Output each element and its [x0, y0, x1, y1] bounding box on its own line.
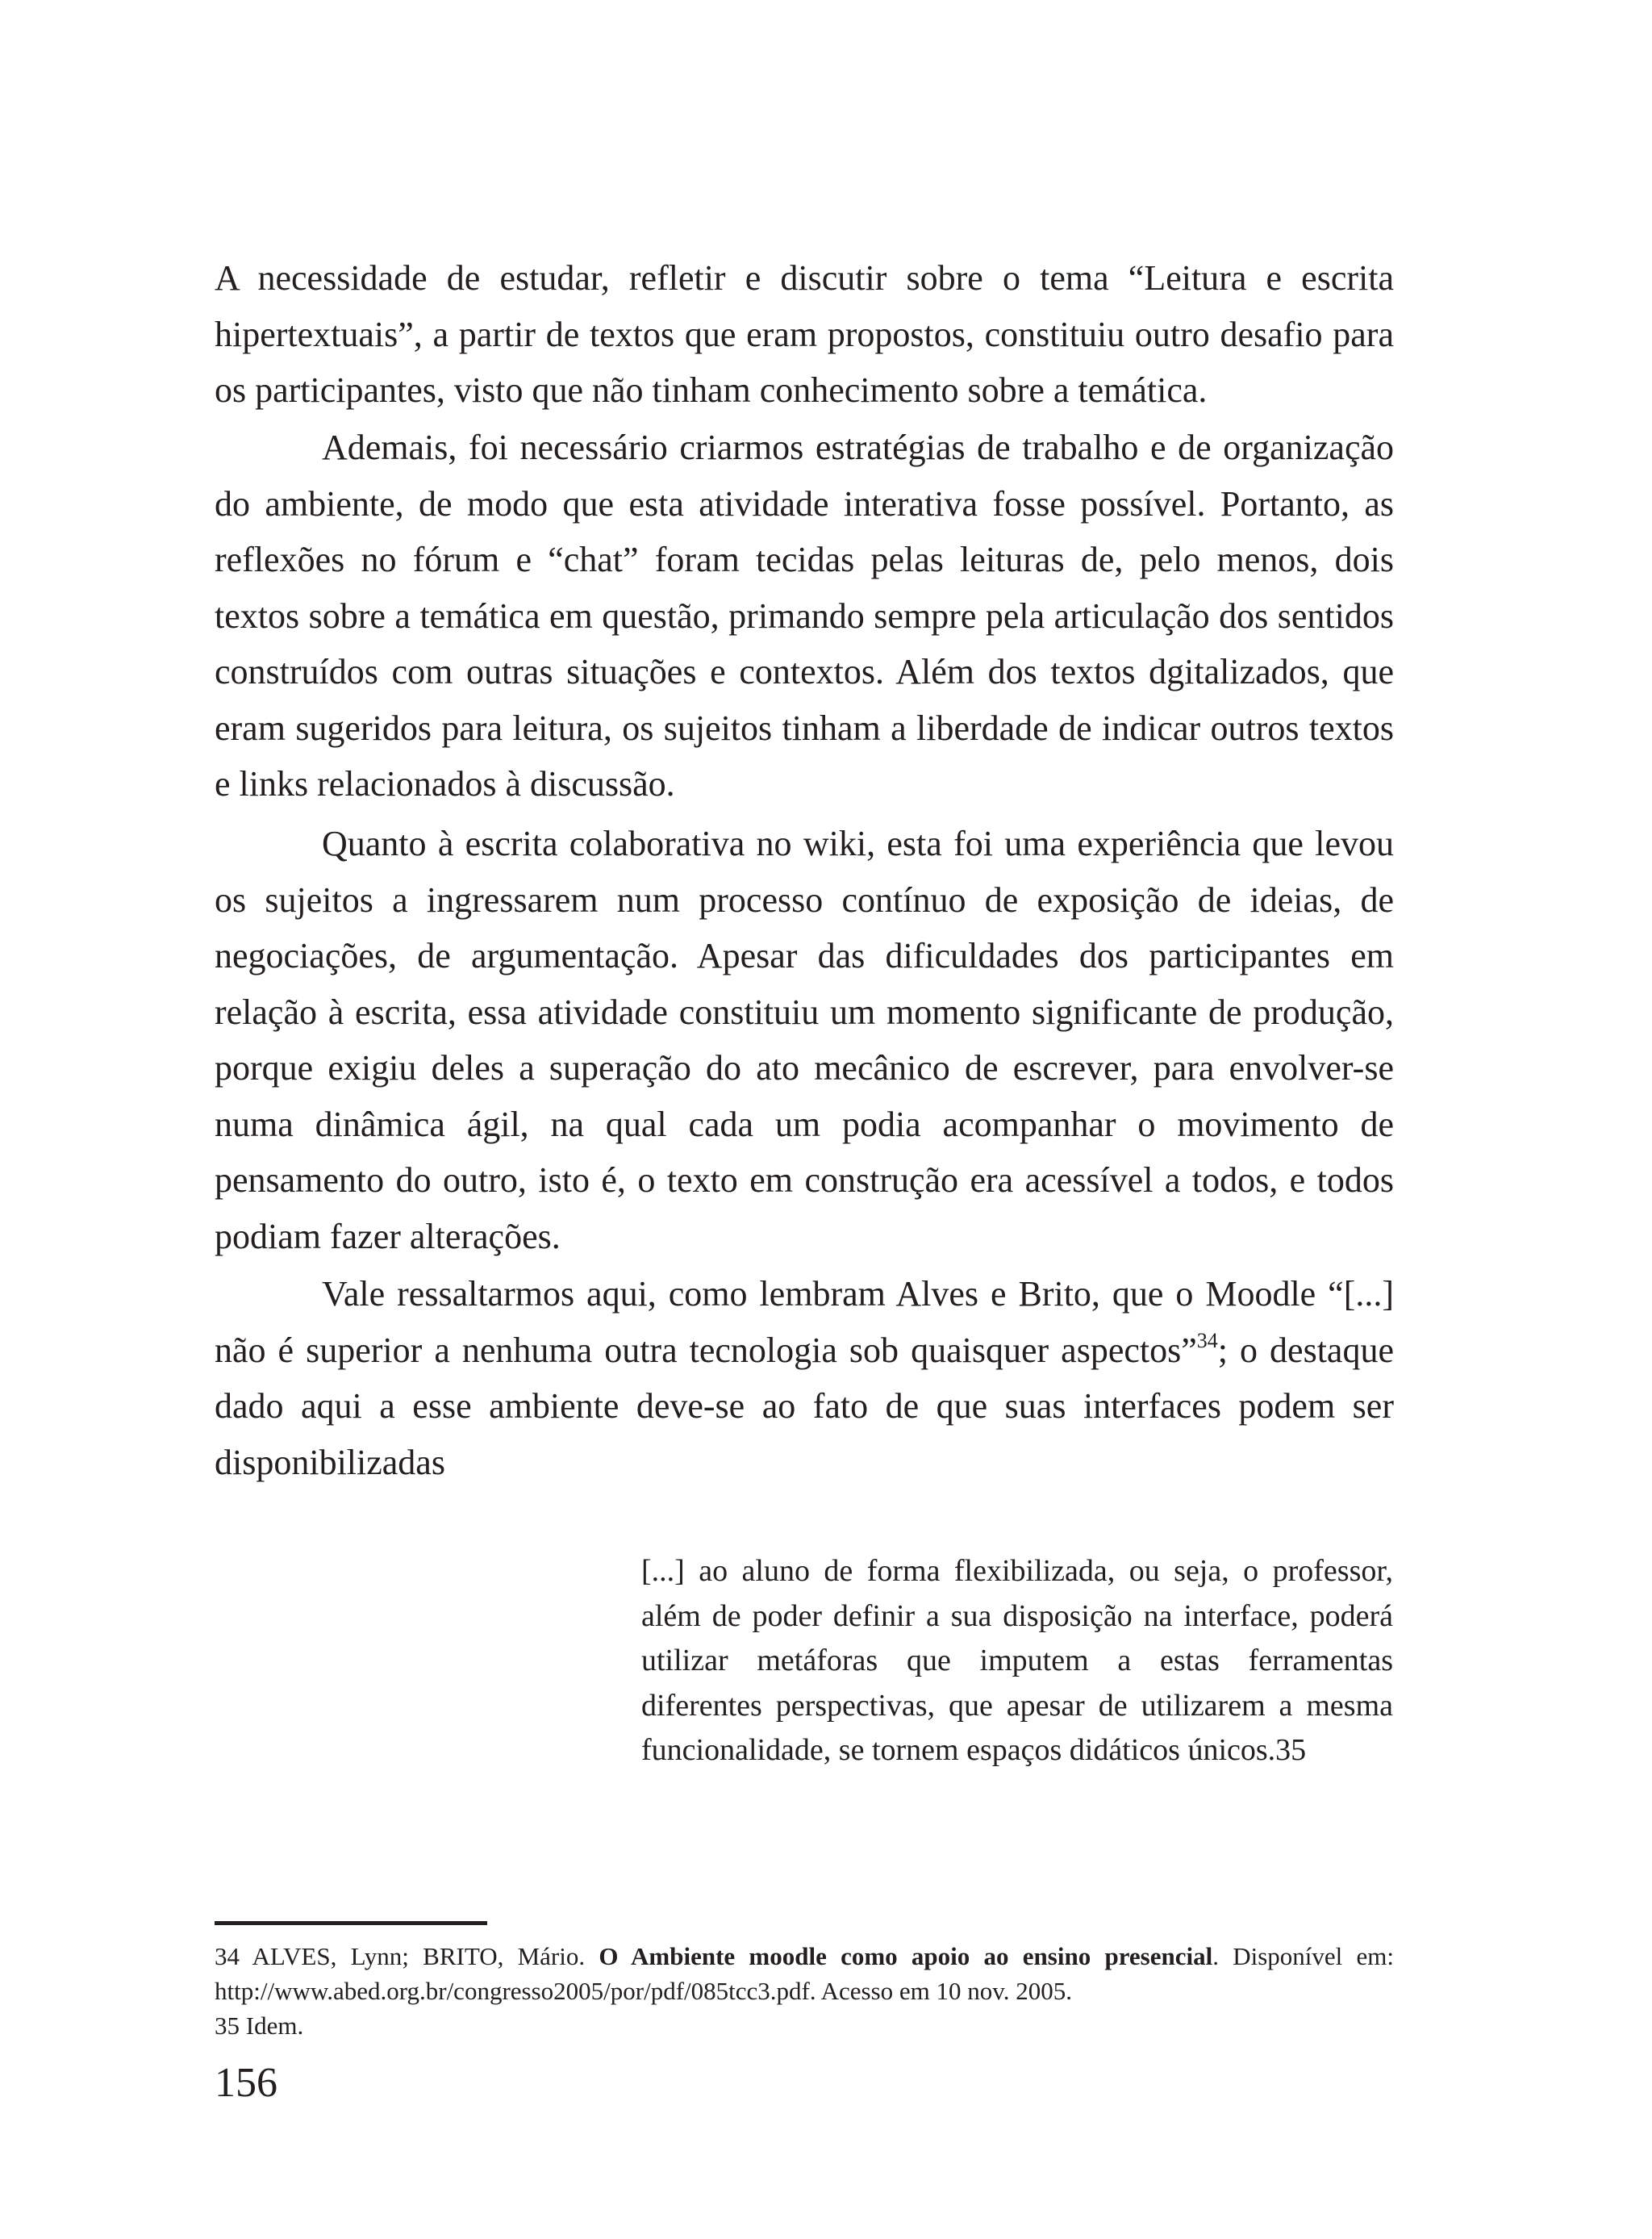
- footnote-35: [215, 2008, 1394, 2043]
- footnote-35-number: 35: [215, 2011, 240, 2040]
- paragraph-4-part-1: Vale ressaltarmos aqui, como lembram Alves e Brito, que o Moodle “[...] não é superior a nenhuma outra tecnologia sob quaisquer aspectos”: [215, 1274, 1394, 1370]
- footnote-34-title: O Ambiente moodle como apoio ao ensino presencial: [599, 1942, 1213, 1970]
- paragraph-1-text: A necessidade de estudar, refletir e discutir sobre o tema “Leitura e escrita hipertextuais”, a partir de textos que eram propostos, constituiu outro desafio para os participantes, visto que não tinham conhecimento sobre a temática.: [215, 258, 1394, 410]
- paragraph-2-text: Ademais, foi necessário criarmos estratégias de trabalho e de organização do ambiente, de modo que esta atividade interativa fosse possível. Portanto, as reflexões no fórum e “chat” foram tecidas pelas leituras de, pelo menos, dois textos sobre a temática em questão, primando sempre pela articulação dos sentidos construídos com outras situações e contextos. Além dos textos dgitalizados, que eram sugeridos para leitura, os sujeitos tinham a liberdade de indicar outros textos e links relacionados à discussão.: [215, 428, 1394, 804]
- paragraph-4-part-2: ; o destaque dado aqui a esse ambiente deve-se ao fato de que suas interfaces podem ser disponibilizadas: [215, 1330, 1394, 1482]
- paragraph-4: [215, 1266, 1394, 1490]
- footnotes: [215, 1939, 1394, 2043]
- paragraph-3: [215, 816, 1394, 1264]
- footnote-reference-34[interactable]: 34: [1196, 1328, 1218, 1352]
- footnote-35-text: Idem.: [245, 2011, 304, 2040]
- paragraph-3-text: Quanto à escrita colaborativa no wiki, esta foi uma experiência que levou os sujeitos a ingressarem num processo contínuo de exposição de ideias, de negociações, de argumentação. Apesar das dificuldades dos participantes em relação à escrita, essa atividade constituiu um momento significante de produção, porque exigiu deles a superação do ato mecânico de escrever, para envolver-se numa dinâmica ágil, na qual cada um podia acompanhar o movimento de pensamento do outro, isto é, o texto em construção era acessível a todos, e todos podiam fazer alterações.: [215, 824, 1394, 1256]
- block-quote: [...] ao aluno de forma flexibilizada, ou seja, o professor, além de poder definir a sua disposição na interface, poderá utilizar metáforas que imputem a estas ferramentas diferentes perspectivas, que apesar de utilizarem a mesma funcionalidade, se tornem espaços didáticos únicos.35: [641, 1554, 1393, 1767]
- footnote-34-availability: . Disponível em:: [1212, 1942, 1394, 1970]
- page-number: 156: [215, 2060, 277, 2106]
- paragraph-2: [215, 420, 1394, 812]
- paragraph-4-text: [215, 1266, 1394, 1490]
- footnote-34-access: . Acesso em 10 nov. 2005.: [809, 1977, 1073, 2005]
- footnote-34-number: 34: [215, 1942, 240, 1970]
- paragraph-1: [215, 250, 1394, 419]
- footnote-34-authors: ALVES, Lynn; BRITO, Mário.: [252, 1942, 586, 1970]
- footnote-34: [215, 1939, 1394, 2008]
- footnote-34-link[interactable]: http://www.abed.org.br/congresso2005/por/pdf/085tcc3.pdf: [215, 1977, 810, 2005]
- footnote-separator: [215, 1921, 487, 1925]
